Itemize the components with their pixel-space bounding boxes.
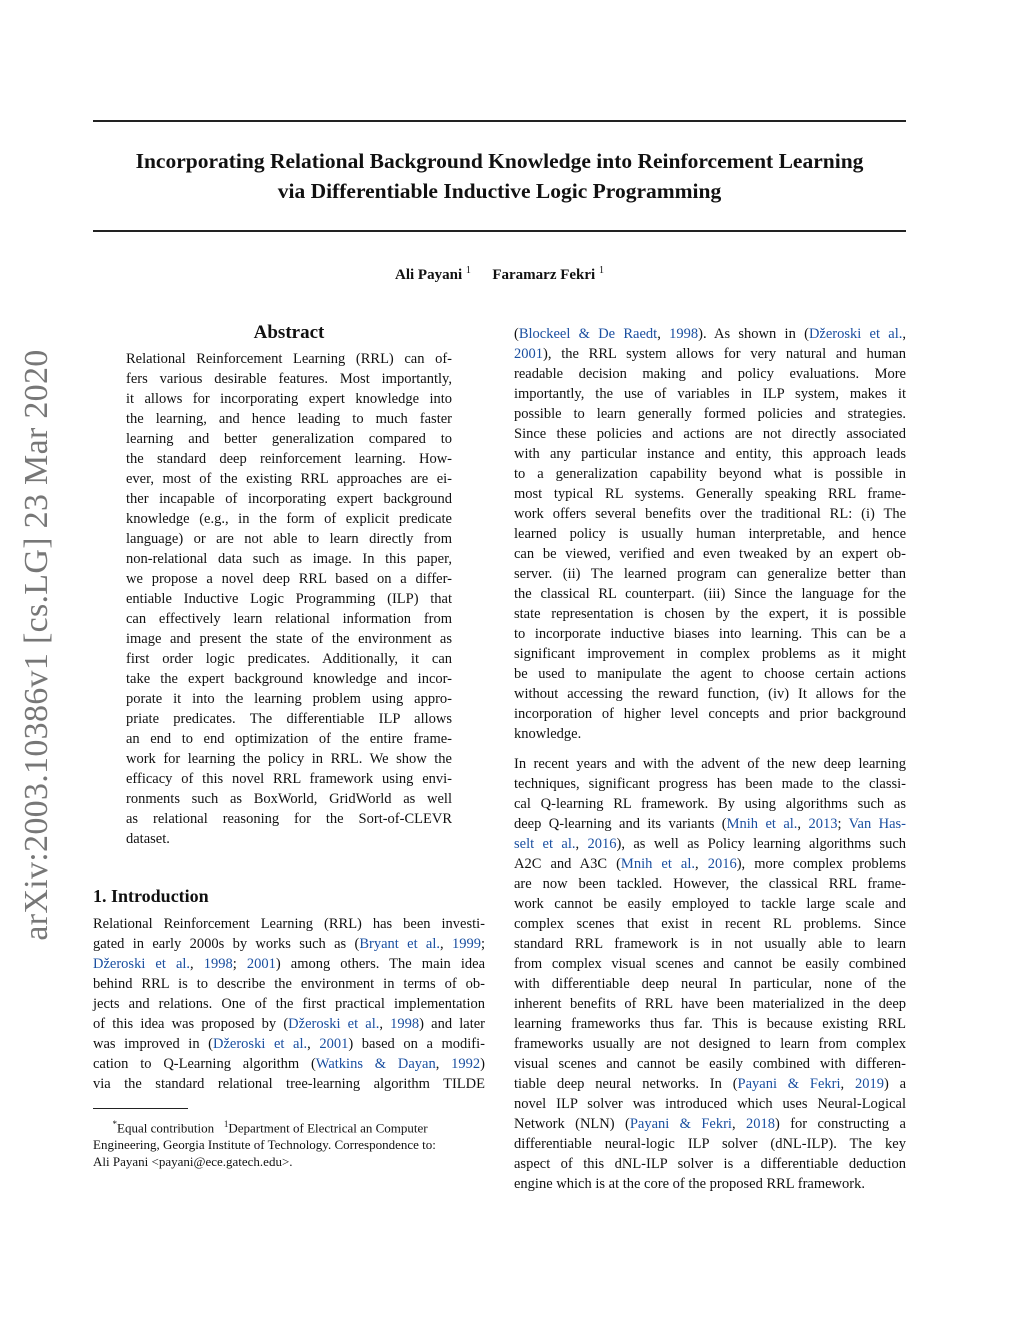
footnote-mark: 1 xyxy=(223,1119,229,1129)
text-line xyxy=(514,854,906,874)
citation-link[interactable]: Watkins & Dayan xyxy=(315,1056,436,1072)
citation-link[interactable]: Bryant et al. xyxy=(359,936,441,952)
text-line: visual scenes and cannot be easily combined with differen- xyxy=(514,1056,906,1072)
footnote-text: Equal contribution xyxy=(117,1120,215,1136)
text-line: the standard deep reinforcement learning. How- xyxy=(126,451,452,467)
citation-link[interactable]: 2018 xyxy=(745,1116,775,1132)
text-line: from complex visual scenes and cannot be easily combined xyxy=(514,956,906,972)
text-line: incorporation of higher level concepts and prior background xyxy=(514,706,906,722)
title-line-1: Incorporating Relational Background Knowledge into Reinforcement Learning xyxy=(135,149,864,173)
abstract-body xyxy=(126,349,452,849)
text-line: differentiable neural-logic ILP solver (dNL-ILP). The key xyxy=(514,1136,906,1152)
text-line: cal Q-learning RL framework. By using algorithms such as xyxy=(514,796,906,812)
arxiv-stamp: arXiv:2003.10386v1 [cs.LG] 23 Mar 2020 xyxy=(18,349,55,941)
text-span: was improved in ( xyxy=(93,1036,214,1052)
text-span: , xyxy=(902,326,906,342)
text-line: without accessing the reward function, (iv) It allows for the xyxy=(514,686,906,702)
text-line: state representation is chosen by the expert, it is possible xyxy=(514,606,906,622)
footnote-line: Engineering, Georgia Institute of Technology. Correspondence to: xyxy=(93,1137,436,1153)
text-line: work cannot be easily employed to tackle large scale and xyxy=(514,896,906,912)
text-span: , xyxy=(435,1056,452,1072)
text-line xyxy=(514,1074,906,1094)
text-line xyxy=(514,344,906,364)
text-line: dataset. xyxy=(126,831,170,847)
text-line: most typical RL systems. Generally speaking RRL frame- xyxy=(514,486,906,502)
text-line: ever, most of the existing RRL approaches are ei- xyxy=(126,471,452,487)
citation-link[interactable]: selt et al. xyxy=(514,836,576,852)
citation-link[interactable]: Džeroski et al. xyxy=(93,956,191,972)
footnote-line xyxy=(93,1116,485,1136)
text-line xyxy=(93,934,485,954)
author-name: Faramarz Fekri xyxy=(492,267,596,283)
text-span: gated in early 2000s by works such as ( xyxy=(93,936,360,952)
text-span: ), more complex problems xyxy=(736,856,907,872)
section-heading-introduction: 1. Introduction xyxy=(93,886,209,906)
title-rule-top xyxy=(93,120,906,122)
right-column-paragraph-2 xyxy=(514,754,906,1194)
author-affiliation-mark: 1 xyxy=(598,265,604,276)
citation-link[interactable]: Džeroski et al. xyxy=(288,1016,380,1032)
text-span: , xyxy=(379,1016,391,1032)
text-line: are now been tackled. However, the classical RRL frame- xyxy=(514,876,906,892)
introduction-paragraph xyxy=(93,914,485,1094)
text-line: priate predicates. The differentiable ILP allows xyxy=(126,711,452,727)
text-line: entiable Inductive Logic Programming (ILP) that xyxy=(126,591,452,607)
text-line: work for learning the policy in RRL. We show the xyxy=(126,751,452,767)
text-line: language) or are not able to learn directly from xyxy=(126,531,452,547)
citation-link[interactable]: Džeroski et al. xyxy=(213,1036,308,1052)
text-line: porate it into the learning problem using appro- xyxy=(126,691,452,707)
text-span: ), as well as Policy learning algorithms such xyxy=(616,836,907,852)
author-name: Ali Payani xyxy=(395,267,463,283)
text-line: non-relational data such as image. In this paper, xyxy=(126,551,452,567)
text-line: we propose a novel deep RRL based on a differ- xyxy=(126,571,452,587)
abstract-heading: Abstract xyxy=(253,322,325,343)
text-line xyxy=(514,1114,906,1134)
text-line xyxy=(93,1014,485,1034)
text-line: techniques, significant progress has been made to the classi- xyxy=(514,776,906,792)
text-line xyxy=(93,954,485,974)
text-line: via the standard relational tree-learning algorithm TILDE xyxy=(93,1076,485,1092)
text-line: behind RRL is to describe the environment in terms of ob- xyxy=(93,976,485,992)
text-line: to a generalization capability beyond what is possible in xyxy=(514,466,906,482)
text-line: to incorporate inductive biases into learning. This can be a xyxy=(514,626,906,642)
citation-link[interactable]: Džeroski et al. xyxy=(808,326,903,342)
text-line: aspect of this dNL-ILP solver is a differentiable deduction xyxy=(514,1156,906,1172)
footnote xyxy=(93,1116,485,1170)
text-line: the classical RL counterpart. (iii) Since the language for the xyxy=(514,586,906,602)
text-span: , xyxy=(840,1076,855,1092)
text-span: ) for constructing a xyxy=(774,1116,906,1132)
text-line: it allows for incorporating expert knowledge into xyxy=(126,391,452,407)
citation-link[interactable]: 2001 xyxy=(246,956,276,972)
text-line: with any particular instance and entity, this approach leads xyxy=(514,446,906,462)
text-line: the learning, and hence leading to much faster xyxy=(126,411,452,427)
citation-link[interactable]: Blockeel & De Raedt xyxy=(518,326,658,342)
text-span: ) xyxy=(480,1056,485,1072)
citation-link[interactable]: 2013 xyxy=(808,816,838,832)
citation-link[interactable]: Mnih et al. xyxy=(726,816,798,832)
text-line: server. (ii) The learned program can generalize better than xyxy=(514,566,906,582)
text-span: , xyxy=(731,1116,746,1132)
text-line: fers various desirable features. Most importantly, xyxy=(126,371,452,387)
text-line: ther incapable of incorporating expert background xyxy=(126,491,452,507)
text-span: , xyxy=(695,856,708,872)
text-span: , xyxy=(190,956,204,972)
text-span: tiable deep neural networks. In ( xyxy=(514,1076,738,1092)
text-line: complex scenes that exist in recent RL problems. Since xyxy=(514,916,906,932)
text-line: knowledge (e.g., in the form of explicit predicate xyxy=(126,511,452,527)
citation-link[interactable]: Mnih et al. xyxy=(620,856,696,872)
text-span: ), the RRL system allows for very natural and human xyxy=(543,346,906,362)
citation-link[interactable]: 1998 xyxy=(390,1016,420,1032)
text-line: learning and better generalization compared to xyxy=(126,431,452,447)
text-span: Network (NLN) ( xyxy=(514,1116,630,1132)
text-span: ). As shown in ( xyxy=(698,326,809,342)
text-line: possible to learn generally formed policies and strategies. xyxy=(514,406,906,422)
text-line: inherent benefits of RRL have been materialized in the deep xyxy=(514,996,906,1012)
text-line: Since these policies and actions are not directly associated xyxy=(514,426,906,442)
text-line: first order logic predicates. Additionally, it can xyxy=(126,651,452,667)
text-line: frameworks usually are not designed to learn from complex xyxy=(514,1036,906,1052)
text-span: ) a xyxy=(883,1076,907,1092)
text-span: ; xyxy=(837,816,849,832)
text-line: image and present the state of the environment as xyxy=(126,631,452,647)
text-line: take the expert background knowledge and incor- xyxy=(126,671,452,687)
text-line: readable decision making and policy evaluations. More xyxy=(514,366,906,382)
citation-link[interactable]: 1998 xyxy=(203,956,233,972)
paper-title xyxy=(93,146,906,206)
text-line: importantly, the use of variables in ILP system, makes it xyxy=(514,386,906,402)
text-span: A2C and A3C ( xyxy=(514,856,621,872)
text-line: with differentiable deep neural In particular, none of the xyxy=(514,976,906,992)
citation-link[interactable]: Van Has- xyxy=(848,816,906,832)
text-line: engine which is at the core of the proposed RRL framework. xyxy=(514,1176,865,1192)
text-line: standard RRL framework is in not usually able to learn xyxy=(514,936,906,952)
citation-link[interactable]: 2001 xyxy=(319,1036,349,1052)
footnote-text: Department of Electrical an Computer xyxy=(228,1120,428,1136)
text-line: Relational Reinforcement Learning (RRL) can of- xyxy=(126,351,452,367)
text-span: , xyxy=(440,936,452,952)
text-line: learned policy is usually human interpretable, and hence xyxy=(514,526,906,542)
footnote-mark: * xyxy=(112,1119,117,1129)
citation-link[interactable]: 1992 xyxy=(451,1056,481,1072)
right-column-paragraph-1 xyxy=(514,324,906,744)
text-line: Relational Reinforcement Learning (RRL) has been investi- xyxy=(93,916,485,932)
text-span: deep Q-learning and its variants ( xyxy=(514,816,727,832)
title-rule-bottom xyxy=(93,230,906,232)
text-line: learning frameworks thus far. This is because existing RRL xyxy=(514,1016,906,1032)
text-line: novel ILP solver was introduced which uses Neural-Logical xyxy=(514,1096,906,1112)
citation-link[interactable]: 2016 xyxy=(707,856,737,872)
text-span: , xyxy=(657,326,670,342)
text-line: can effectively learn relational information from xyxy=(126,611,452,627)
citation-link[interactable]: 2019 xyxy=(854,1076,884,1092)
text-span: ) based on a modifi- xyxy=(348,1036,485,1052)
author-affiliation-mark: 1 xyxy=(465,265,471,276)
text-line: be used to manipulate the agent to choose certain actions xyxy=(514,666,906,682)
title-line-2: via Differentiable Inductive Logic Programming xyxy=(277,179,722,203)
text-line: knowledge. xyxy=(514,726,582,742)
text-span: ) among others. The main idea xyxy=(275,956,486,972)
text-span: ; xyxy=(480,936,485,952)
text-line: significant improvement in complex problems as it might xyxy=(514,646,906,662)
text-line: work offers several benefits over the traditional RL: (i) The xyxy=(514,506,906,522)
text-line: jects and relations. One of the first practical implementation xyxy=(93,996,485,1012)
text-span: , xyxy=(575,836,588,852)
text-line xyxy=(514,814,906,834)
text-line xyxy=(93,1054,485,1074)
footnote-line: Ali Payani <payani@ece.gatech.edu>. xyxy=(93,1154,293,1170)
text-span: of this idea was proposed by ( xyxy=(93,1016,289,1032)
text-span: , xyxy=(307,1036,320,1052)
text-span: cation to Q-Learning algorithm ( xyxy=(93,1056,316,1072)
author-list xyxy=(93,265,906,284)
text-line xyxy=(514,834,906,854)
text-line: efficacy of this novel RRL framework using envi- xyxy=(126,771,452,787)
text-line: can be viewed, verified and even tweaked by an expert ob- xyxy=(514,546,906,562)
text-line: as relational reasoning for the Sort-of-CLEVR xyxy=(126,811,452,827)
text-line: an end to end optimization of the entire frame- xyxy=(126,731,452,747)
text-span: ( xyxy=(514,326,519,342)
citation-link[interactable]: 1999 xyxy=(451,936,481,952)
text-span: ) and later xyxy=(419,1016,485,1032)
text-line: In recent years and with the advent of the new deep learning xyxy=(514,756,906,772)
citation-link[interactable]: 2016 xyxy=(587,836,617,852)
citation-link[interactable]: 2001 xyxy=(514,346,543,362)
text-span: ; xyxy=(232,956,247,972)
citation-link[interactable]: Payani & Fekri xyxy=(737,1076,841,1092)
text-line xyxy=(93,1034,485,1054)
text-line: ronments such as BoxWorld, GridWorld as well xyxy=(126,791,452,807)
footnote-rule xyxy=(93,1108,188,1109)
citation-link[interactable]: 1998 xyxy=(669,326,699,342)
text-line xyxy=(514,324,906,344)
citation-link[interactable]: Payani & Fekri xyxy=(629,1116,732,1132)
text-span: , xyxy=(797,816,809,832)
